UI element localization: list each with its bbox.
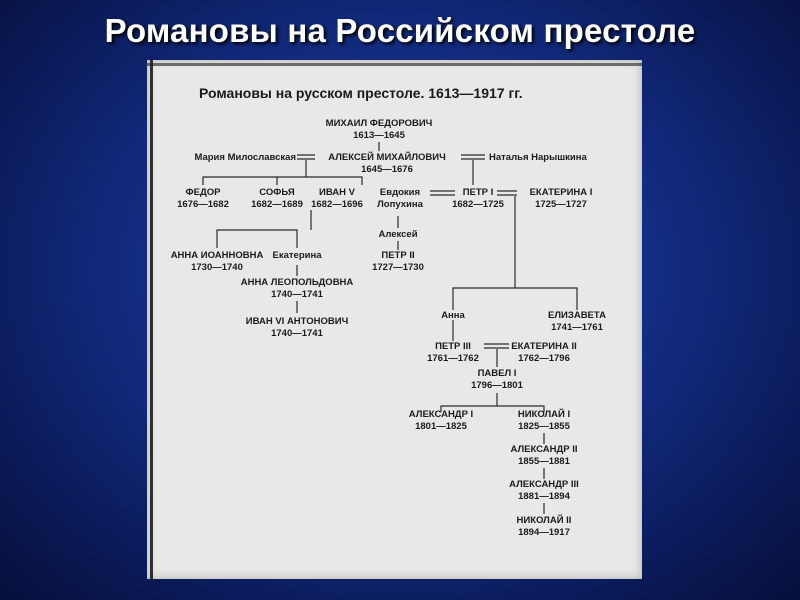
person-nikolai-ii xyxy=(517,515,572,539)
person-name: АЛЕКСЕЙ МИХАЙЛОВИЧ xyxy=(328,152,446,163)
reign-years: 1894—1917 xyxy=(518,527,570,538)
family-tree-scan xyxy=(147,60,642,579)
person-evdokia xyxy=(377,187,423,211)
person-name: НИКОЛАЙ II xyxy=(516,515,572,526)
person-aleksandr-ii xyxy=(510,444,577,468)
person-name: ФЕДОР xyxy=(185,187,221,198)
person-fedor xyxy=(177,187,229,211)
person-anna-petrovna xyxy=(441,310,465,322)
person-name: ПАВЕЛ I xyxy=(477,368,517,379)
reign-years: 1740—1741 xyxy=(271,289,323,300)
person-name: ПЕТР III xyxy=(435,341,471,352)
person-name: ПЕТР II xyxy=(381,250,415,261)
reign-years: 1740—1741 xyxy=(271,328,323,339)
reign-years: 1730—1740 xyxy=(191,262,243,273)
reign-years: 1796—1801 xyxy=(471,380,523,391)
person-anna-leopoldovna xyxy=(241,277,354,301)
person-name: АЛЕКСАНДР I xyxy=(408,409,474,420)
person-name: Мария Милославская xyxy=(194,152,296,163)
reign-years: 1741—1761 xyxy=(551,322,603,333)
person-aleksandr-iii xyxy=(509,479,579,503)
person-aleksei-petrovich xyxy=(378,229,417,241)
person-name: ЕЛИЗАВЕТА xyxy=(548,310,606,321)
person-nikolai-i xyxy=(518,409,570,433)
person-ekaterina-ii xyxy=(511,341,576,365)
person-name: Наталья Нарышкина xyxy=(489,152,587,163)
person-petr-ii xyxy=(372,250,424,274)
reign-years: 1855—1881 xyxy=(518,456,570,467)
reign-years: 1727—1730 xyxy=(372,262,424,273)
person-aleksandr-i xyxy=(409,409,473,433)
person-name: ИВАН VI АНТОНОВИЧ xyxy=(245,316,349,327)
person-ivan-vi xyxy=(246,316,348,340)
person-pavel-i xyxy=(471,368,523,392)
person-name: ИВАН V xyxy=(319,187,355,198)
person-petr-iii xyxy=(427,341,479,365)
reign-years: 1682—1696 xyxy=(311,199,363,210)
person-surname: Лопухина xyxy=(377,199,423,210)
person-name: Анна xyxy=(441,310,465,321)
person-elizaveta xyxy=(548,310,606,334)
reign-years: 1676—1682 xyxy=(177,199,229,210)
reign-years: 1645—1676 xyxy=(361,164,413,175)
person-natalya xyxy=(489,152,587,164)
person-maria xyxy=(194,152,296,164)
person-name: ЕКАТЕРИНА I xyxy=(529,187,593,198)
person-name: МИХАИЛ ФЕДОРОВИЧ xyxy=(325,118,433,129)
reign-years: 1801—1825 xyxy=(415,421,467,432)
reign-years: 1825—1855 xyxy=(518,421,570,432)
reign-years: 1762—1796 xyxy=(518,353,570,364)
person-mikhail xyxy=(326,118,433,142)
person-name: ЕКАТЕРИНА II xyxy=(511,341,577,352)
slide-title: Романовы на Российском престоле xyxy=(104,12,696,49)
person-name: ПЕТР I xyxy=(462,187,494,198)
person-name: АННА ЛЕОПОЛЬДОВНА xyxy=(240,277,354,288)
person-name: Алексей xyxy=(378,229,418,240)
person-name: Евдокия xyxy=(379,187,421,198)
person-petr-i xyxy=(452,187,504,211)
person-name: АЛЕКСАНДР II xyxy=(510,444,578,455)
person-name: АЛЕКСАНДР III xyxy=(509,479,579,490)
person-name: НИКОЛАЙ I xyxy=(517,409,571,420)
reign-years: 1682—1689 xyxy=(251,199,303,210)
person-name: АННА ИОАННОВНА xyxy=(170,250,264,261)
person-name: Екатерина xyxy=(272,250,322,261)
reign-years: 1613—1645 xyxy=(353,130,405,141)
reign-years: 1881—1894 xyxy=(518,491,570,502)
person-ivan-v xyxy=(311,187,363,211)
person-anna-ioannovna xyxy=(171,250,264,274)
person-sofya xyxy=(251,187,303,211)
person-aleksei xyxy=(328,152,446,176)
reign-years: 1761—1762 xyxy=(427,353,479,364)
chart-title: Романовы на русском престоле. 1613—1917 гг. xyxy=(199,85,523,101)
reign-years: 1682—1725 xyxy=(452,199,504,210)
person-name: СОФЬЯ xyxy=(259,187,295,198)
person-ekaterina-i xyxy=(530,187,593,211)
person-ekaterina-ivanovna xyxy=(273,250,322,262)
reign-years: 1725—1727 xyxy=(535,199,587,210)
